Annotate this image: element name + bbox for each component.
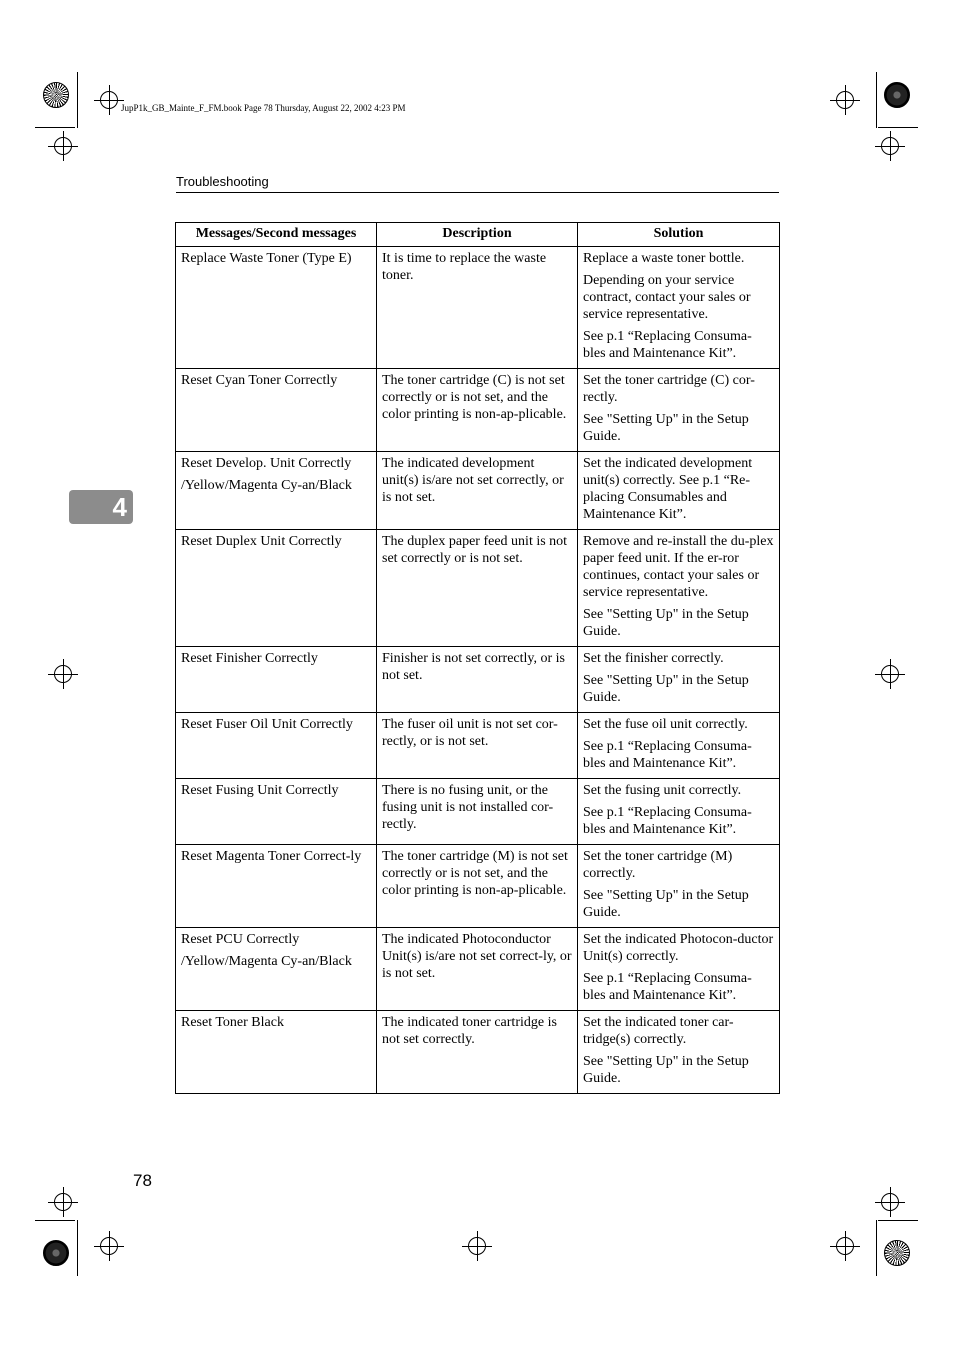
chapter-tab: 4 [69, 490, 133, 524]
description-cell: There is no fusing unit, or the fusing unit is not installed cor-rectly. [377, 779, 578, 845]
message-cell: Reset Duplex Unit Correctly [176, 530, 377, 647]
section-title: Troubleshooting [176, 174, 269, 189]
table-row [176, 713, 780, 779]
solution-cell: Set the finisher correctly. See "Setting Up" in the Setup Guide. [578, 647, 780, 713]
description-cell: The toner cartridge (C) is not set correctly or is not set, and the color printing is non-ap-plicable. [377, 369, 578, 452]
column-header: Messages/Second messages [176, 223, 377, 247]
solution-cell: Replace a waste toner bottle. Depending on your service contract, contact your sales or service representative. See p.1 “Replacing Consuma-bles and Maintenance Kit”. [578, 247, 780, 369]
messages-table [175, 222, 780, 1094]
message-cell: Reset Fusing Unit Correctly [176, 779, 377, 845]
message-cell: Replace Waste Toner (Type E) [176, 247, 377, 369]
table-row [176, 247, 780, 369]
description-cell: The toner cartridge (M) is not set correctly or is not set, and the color printing is non-ap-plicable. [377, 845, 578, 928]
description-cell: The indicated development unit(s) is/are not set correctly, or is not set. [377, 452, 578, 530]
column-header: Description [377, 223, 578, 247]
solution-cell: Set the indicated Photocon-ductor Unit(s) correctly. See p.1 “Replacing Consuma-bles and Maintenance Kit”. [578, 928, 780, 1011]
solution-cell: Set the indicated development unit(s) correctly. See p.1 “Re-placing Consumables and Maintenance Kit”. [578, 452, 780, 530]
registration-target-icon [884, 82, 910, 108]
section-rule [176, 192, 779, 193]
crosshair-icon [54, 665, 72, 683]
registration-target-icon [43, 1240, 69, 1266]
description-cell: The indicated toner cartridge is not set correctly. [377, 1011, 578, 1094]
trim-line [35, 127, 75, 128]
description-cell: The fuser oil unit is not set cor-rectly, or is not set. [377, 713, 578, 779]
description-cell: Finisher is not set correctly, or is not set. [377, 647, 578, 713]
solution-cell: Remove and re-install the du-plex paper feed unit. If the er-ror continues, contact your sales or service representative. See "Setting Up" in the Setup Guide. [578, 530, 780, 647]
solution-cell: Set the toner cartridge (C) cor-rectly. See "Setting Up" in the Setup Guide. [578, 369, 780, 452]
message-cell: Reset Cyan Toner Correctly [176, 369, 377, 452]
table-header-row [176, 223, 780, 247]
description-cell: It is time to replace the waste toner. [377, 247, 578, 369]
crosshair-icon [836, 1237, 854, 1255]
solution-cell: Set the indicated toner car-tridge(s) correctly. See "Setting Up" in the Setup Guide. [578, 1011, 780, 1094]
solution-cell: Set the fuse oil unit correctly. See p.1 “Replacing Consuma-bles and Maintenance Kit”. [578, 713, 780, 779]
crosshair-icon [836, 91, 854, 109]
crosshair-icon [881, 665, 899, 683]
table-row [176, 452, 780, 530]
message-cell: Reset Fuser Oil Unit Correctly [176, 713, 377, 779]
table-row [176, 845, 780, 928]
trim-line [77, 72, 78, 128]
table-row [176, 928, 780, 1011]
solution-cell: Set the toner cartridge (M) correctly. See "Setting Up" in the Setup Guide. [578, 845, 780, 928]
message-cell: Reset Develop. Unit Correctly /Yellow/Magenta Cy-an/Black [176, 452, 377, 530]
crosshair-icon [54, 137, 72, 155]
message-cell: Reset PCU Correctly /Yellow/Magenta Cy-an/Black [176, 928, 377, 1011]
crosshair-icon [100, 91, 118, 109]
description-cell: The indicated Photoconductor Unit(s) is/are not set correct-ly, or is not set. [377, 928, 578, 1011]
crosshair-icon [54, 1193, 72, 1211]
solution-cell: Set the fusing unit correctly. See p.1 “Replacing Consuma-bles and Maintenance Kit”. [578, 779, 780, 845]
trim-line [35, 1220, 75, 1221]
registration-target-icon [43, 82, 69, 108]
trim-line [876, 72, 877, 128]
message-cell: Reset Magenta Toner Correct-ly [176, 845, 377, 928]
registration-target-icon [884, 1240, 910, 1266]
trim-line [876, 1220, 877, 1276]
trim-line [77, 1220, 78, 1276]
table-row [176, 647, 780, 713]
table-row [176, 779, 780, 845]
trim-line [878, 1220, 918, 1221]
file-info: JupP1k_GB_Mainte_F_FM.book Page 78 Thursday, August 22, 2002 4:23 PM [121, 103, 406, 113]
crosshair-icon [468, 1237, 486, 1255]
column-header: Solution [578, 223, 780, 247]
message-cell: Reset Toner Black [176, 1011, 377, 1094]
table-row [176, 369, 780, 452]
page-number: 78 [133, 1171, 152, 1190]
trim-line [878, 127, 918, 128]
message-cell: Reset Finisher Correctly [176, 647, 377, 713]
crosshair-icon [881, 137, 899, 155]
description-cell: The duplex paper feed unit is not set correctly or is not set. [377, 530, 578, 647]
table-row [176, 1011, 780, 1094]
crosshair-icon [881, 1193, 899, 1211]
crosshair-icon [100, 1237, 118, 1255]
table-row [176, 530, 780, 647]
